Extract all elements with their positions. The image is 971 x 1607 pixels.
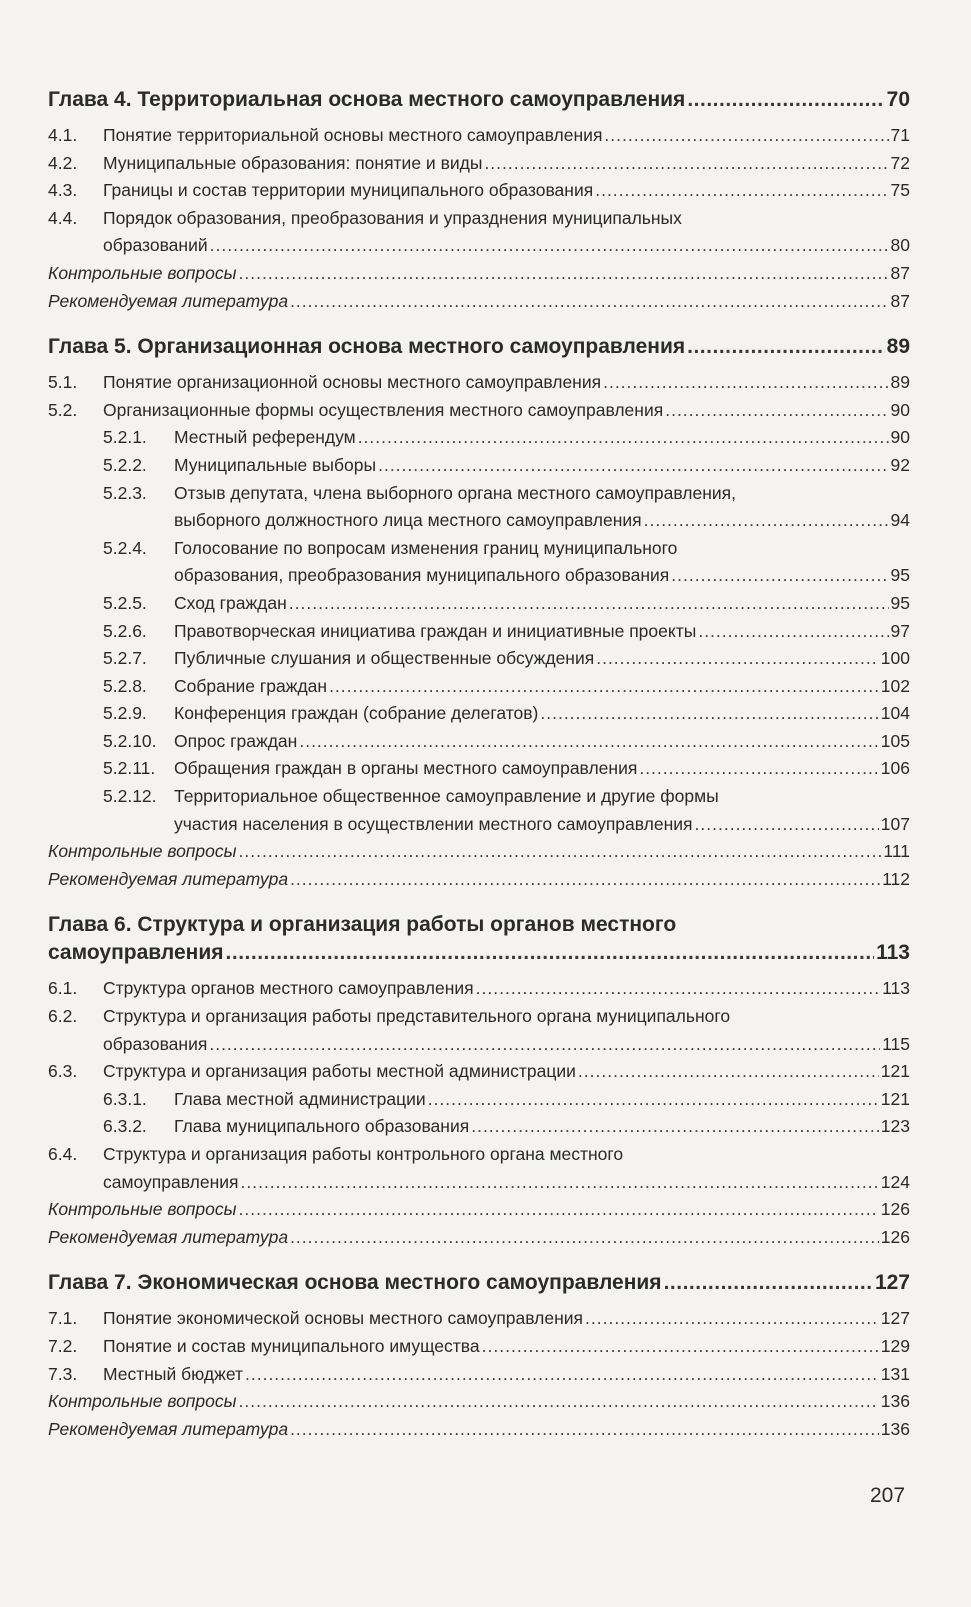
entry-text: Публичные слушания и общественные обсуждения [174,648,595,669]
entry-line [174,700,910,728]
entry-number: 5.2.8. [103,675,147,696]
entry-page-number: 106 [880,758,910,779]
chapter-title-text: Глава 4. Территориальная основа местного самоуправления [48,88,686,111]
entry-page-number: 75 [890,180,910,201]
entry-body [174,618,910,646]
toc-subsection [48,424,910,452]
entry-text: Рекомендуемая литература [48,1418,289,1439]
dot-leader [209,1031,880,1059]
entry-number: 6.3. [48,1061,78,1082]
entry-page-number: 115 [882,1033,910,1054]
entry-page-number: 131 [880,1363,910,1384]
entry-text: Контрольные вопросы [48,262,237,283]
entry-text: образования, преобразования муниципального образования [174,565,670,586]
entry-line [174,811,910,839]
entry-body [174,645,910,673]
entry-body [174,590,910,618]
chapter-title [48,86,910,114]
entry-text: Конференция граждан (собрание делегатов) [174,703,539,724]
entry-number: 5.2.12. [103,786,157,807]
entry-line [103,1305,910,1333]
entry-text: самоуправления [103,1171,239,1192]
toc-subsection [48,700,910,728]
entry-body [103,1305,910,1333]
entry-page-number: 113 [882,978,910,999]
entry-number: 6.4. [48,1144,78,1164]
entry-page-number: 124 [880,1171,910,1192]
entry-text: Рекомендуемая литература [48,868,289,889]
entry-text: Структура органов местного самоуправления [103,978,474,999]
entry-page-number: 95 [890,565,910,586]
entry-text: участия населения в осуществлении местного самоуправления [174,813,693,834]
chapter-title-text: Глава 7. Экономическая основа местного самоуправления [48,1271,662,1295]
chapter-section [48,1269,910,1443]
entry-body [174,480,910,535]
entry-text: Понятие организационной основы местного самоуправления [103,372,602,393]
entry-text: Контрольные вопросы [48,1391,237,1412]
toc-extra-entry [48,838,910,866]
entry-page-number: 94 [890,510,910,531]
entry-line [103,369,910,397]
entry-number: 5.2.5. [103,592,147,613]
dot-leader [664,1269,873,1297]
toc-subsection [48,1113,910,1141]
entry-line [174,590,910,618]
entry-body [174,700,910,728]
entry-text: Правотворческая инициатива граждан и инициативные проекты [174,620,697,641]
entry-body [103,177,910,205]
toc-section [48,1141,910,1196]
entry-page-number: 90 [890,427,910,448]
dot-leader [239,1196,879,1224]
dot-leader [239,1388,879,1416]
dot-leader [695,811,879,839]
dot-leader [241,1169,879,1197]
entry-body [103,122,910,150]
entry-body [103,1333,910,1361]
entry-line [103,397,910,425]
entry-line [103,1333,910,1361]
entry-text: Сход граждан [174,592,287,613]
dot-leader [428,1086,879,1114]
toc-extra-entry [48,1416,910,1444]
entry-number: 5.2.9. [103,703,147,724]
toc-section [48,177,910,205]
entry-line [103,150,910,178]
dot-leader [595,177,888,205]
entry-number: 5.2.1. [103,427,147,448]
entry-number: 5.1. [48,372,78,393]
entry-line [174,452,910,480]
entry-page-number: 90 [890,399,910,420]
entry-number: 7.1. [48,1308,78,1329]
toc-extra-entry [48,1196,910,1224]
entry-text-line1: Структура и организация работы контрольного органа местного [103,1144,624,1164]
toc-subsection [48,728,910,756]
entry-page-number: 89 [890,372,910,393]
entry-number: 6.3.1. [103,1088,147,1109]
page-number: 207 [870,1484,906,1507]
entry-body [48,1196,910,1224]
entry-body [103,150,910,178]
entry-line [174,728,910,756]
entry-number: 5.2.11. [103,758,156,779]
entry-body [103,1141,910,1196]
toc-section [48,1058,910,1086]
chapter-section [48,911,910,1251]
dot-leader [471,1113,879,1141]
entry-body [103,369,910,397]
entry-number: 5.2.7. [103,648,147,669]
entry-body [174,673,910,701]
entry-page-number: 100 [880,648,910,669]
entry-line [48,260,910,288]
dot-leader [698,618,888,646]
chapter-title [48,1269,910,1297]
entry-page-number: 95 [890,592,910,613]
entry-page-number: 107 [880,813,910,834]
toc-section [48,1003,910,1058]
dot-leader [358,424,889,452]
entry-line [103,975,910,1003]
dot-leader [290,1224,879,1252]
entry-text: Понятие и состав муниципального имущества [103,1335,480,1356]
dot-leader [644,507,889,535]
chapter-page-number: 70 [886,88,910,111]
entry-page-number: 136 [880,1391,910,1412]
table-of-contents [48,86,910,1461]
toc-subsection [48,452,910,480]
entry-page-number: 121 [880,1088,910,1109]
toc-subsection [48,783,910,838]
dot-leader [290,1416,879,1444]
chapter-page-number: 127 [874,1271,910,1295]
entry-text: Контрольные вопросы [48,1199,237,1220]
entry-body [174,424,910,452]
entry-text: образований [103,235,208,256]
dot-leader [687,86,884,114]
entry-page-number: 87 [890,290,910,311]
entry-number: 6.3.2. [103,1116,147,1137]
chapter-title-line [48,86,910,114]
toc-subsection [48,590,910,618]
entry-number: 5.2.2. [103,454,147,475]
entry-line [48,1196,910,1224]
toc-subsection [48,645,910,673]
entry-number: 5.2.10. [103,730,157,751]
entry-page-number: 92 [890,454,910,475]
toc-subsection [48,480,910,535]
entry-line [103,1361,910,1389]
entry-page-number: 97 [890,620,910,641]
entry-page-number: 102 [880,675,910,696]
entry-page-number: 111 [883,841,910,862]
entry-page-number: 126 [880,1199,910,1220]
entry-number: 4.3. [48,180,78,201]
dot-leader [585,1305,879,1333]
chapter-title-line [48,333,910,361]
entry-number: 4.1. [48,125,78,145]
entry-line [174,507,910,535]
entry-number: 6.1. [48,978,78,999]
entry-body [174,535,910,590]
toc-section [48,122,910,150]
entry-body [103,1058,910,1086]
toc-section [48,150,910,178]
entry-page-number: 121 [880,1061,910,1082]
entry-text: Понятие экономической основы местного самоуправления [103,1308,584,1329]
dot-leader [299,728,878,756]
chapter-section [48,86,910,315]
entry-text: Глава муниципального образования [174,1116,470,1137]
toc-subsection [48,1086,910,1114]
toc-section [48,205,910,260]
toc-extra-entry [48,866,910,894]
dot-leader [671,562,888,590]
toc-subsection [48,673,910,701]
entry-body [48,1388,910,1416]
toc-section [48,975,910,1003]
dot-leader [476,975,880,1003]
chapter-page-number: 89 [886,335,910,359]
entry-line [48,1416,910,1444]
toc-section [48,1305,910,1333]
entry-page-number: 123 [880,1116,910,1137]
chapter-title [48,333,910,361]
dot-leader [604,122,888,150]
entry-line [48,288,910,316]
entry-line [174,424,910,452]
entry-page-number: 71 [890,125,910,145]
entry-text-line1: Отзыв депутата, члена выборного органа местного самоуправления, [174,482,737,503]
entry-body [174,1113,910,1141]
dot-leader [290,866,880,894]
entry-line [103,232,910,260]
entry-text: Опрос граждан [174,730,298,751]
entry-body [103,205,910,260]
entry-line [103,122,910,150]
entry-line [174,755,910,783]
entry-body [48,1416,910,1444]
toc-extra-entry [48,1388,910,1416]
entry-number: 6.2. [48,1006,78,1027]
dot-leader [665,397,888,425]
dot-leader [484,150,888,178]
entry-body [103,1361,910,1389]
entry-page-number: 126 [880,1226,910,1247]
dot-leader [226,939,875,967]
entry-number: 5.2.6. [103,620,147,641]
entry-text-line1: Порядок образования, преобразования и упразднения муниципальных [103,207,682,228]
toc-subsection [48,755,910,783]
dot-leader [639,755,878,783]
entry-page-number: 112 [882,868,910,889]
entry-number: 5.2.3. [103,482,147,503]
entry-page-number: 129 [880,1335,910,1356]
entry-body [48,838,910,866]
toc-section [48,1333,910,1361]
entry-body [103,397,910,425]
toc-extra-entry [48,260,910,288]
entry-page-number: 127 [880,1308,910,1329]
entry-line [174,645,910,673]
toc-section [48,1361,910,1389]
entry-text: Муниципальные выборы [174,454,377,475]
entry-line [174,673,910,701]
toc-section [48,369,910,397]
toc-section [48,397,910,425]
entry-line [174,1086,910,1114]
chapter-title-line [48,1269,910,1297]
dot-leader [596,645,879,673]
dot-leader [540,700,878,728]
dot-leader [687,333,885,361]
entry-body [48,1224,910,1252]
entry-body [48,866,910,894]
dot-leader [245,1361,879,1389]
entry-line [174,618,910,646]
entry-text: образования [103,1033,208,1054]
entry-text: Собрание граждан [174,675,328,696]
entry-text: Понятие территориальной основы местного самоуправления [103,125,603,145]
dot-leader [290,288,888,316]
entry-body [103,975,910,1003]
entry-text: Организационные формы осуществления местного самоуправления [103,399,664,420]
entry-number: 7.3. [48,1363,78,1384]
entry-text: Рекомендуемая литература [48,1226,289,1247]
entry-text: Контрольные вопросы [48,841,237,862]
dot-leader [239,838,882,866]
entry-text: Местный референдум [174,427,356,448]
entry-text: Границы и состав территории муниципального образования [103,180,594,201]
entry-page-number: 136 [880,1418,910,1439]
entry-line [103,177,910,205]
entry-text-line1: Структура и организация работы представительного органа муниципального [103,1006,731,1027]
toc-extra-entry [48,288,910,316]
entry-number: 5.2. [48,399,78,420]
toc-subsection [48,618,910,646]
chapter-page-number: 113 [876,941,910,965]
toc-extra-entry [48,1224,910,1252]
entry-body [48,260,910,288]
entry-number: 7.2. [48,1335,78,1356]
entry-page-number: 72 [890,152,910,173]
entry-line [48,866,910,894]
entry-line [103,1031,910,1059]
entry-text: Муниципальные образования: понятие и виды [103,152,483,173]
dot-leader [329,673,879,701]
entry-line [103,1169,910,1197]
entry-number: 4.4. [48,207,78,228]
toc-subsection [48,535,910,590]
entry-line [174,1113,910,1141]
entry-body [174,755,910,783]
entry-line [103,1058,910,1086]
dot-leader [289,590,889,618]
entry-body [174,1086,910,1114]
entry-number: 5.2.4. [103,537,147,558]
entry-line [174,562,910,590]
entry-text: выборного должностного лица местного самоуправления [174,510,642,531]
dot-leader [482,1333,879,1361]
entry-text-line1: Голосование по вопросам изменения границ муниципального [174,537,678,558]
entry-body [174,728,910,756]
chapter-title-line [48,939,910,967]
entry-text: Рекомендуемая литература [48,290,289,311]
dot-leader [210,232,889,260]
entry-line [48,1388,910,1416]
chapter-section [48,333,910,893]
entry-page-number: 87 [890,262,910,283]
chapter-title-text: Глава 5. Организационная основа местного самоуправления [48,335,686,359]
dot-leader [378,452,888,480]
entry-body [174,452,910,480]
chapter-title-line1: Глава 6. Структура и организация работы органов местного [48,913,677,937]
entry-text: Глава местной администрации [174,1088,426,1109]
entry-line [48,838,910,866]
entry-page-number: 104 [880,703,910,724]
entry-body [174,783,910,838]
dot-leader [603,369,888,397]
chapter-title [48,911,910,967]
entry-text: Местный бюджет [103,1363,243,1384]
entry-text: Обращения граждан в органы местного самоуправления [174,758,638,779]
dot-leader [578,1058,879,1086]
entry-line [48,1224,910,1252]
entry-text: Структура и организация работы местной администрации [103,1061,576,1082]
entry-text-line1: Территориальное общественное самоуправление и другие формы [174,786,719,807]
dot-leader [239,260,889,288]
entry-page-number: 80 [890,235,910,256]
entry-body [48,288,910,316]
entry-number: 4.2. [48,152,78,173]
entry-page-number: 105 [880,730,910,751]
chapter-title-text: самоуправления [48,941,224,965]
entry-body [103,1003,910,1058]
